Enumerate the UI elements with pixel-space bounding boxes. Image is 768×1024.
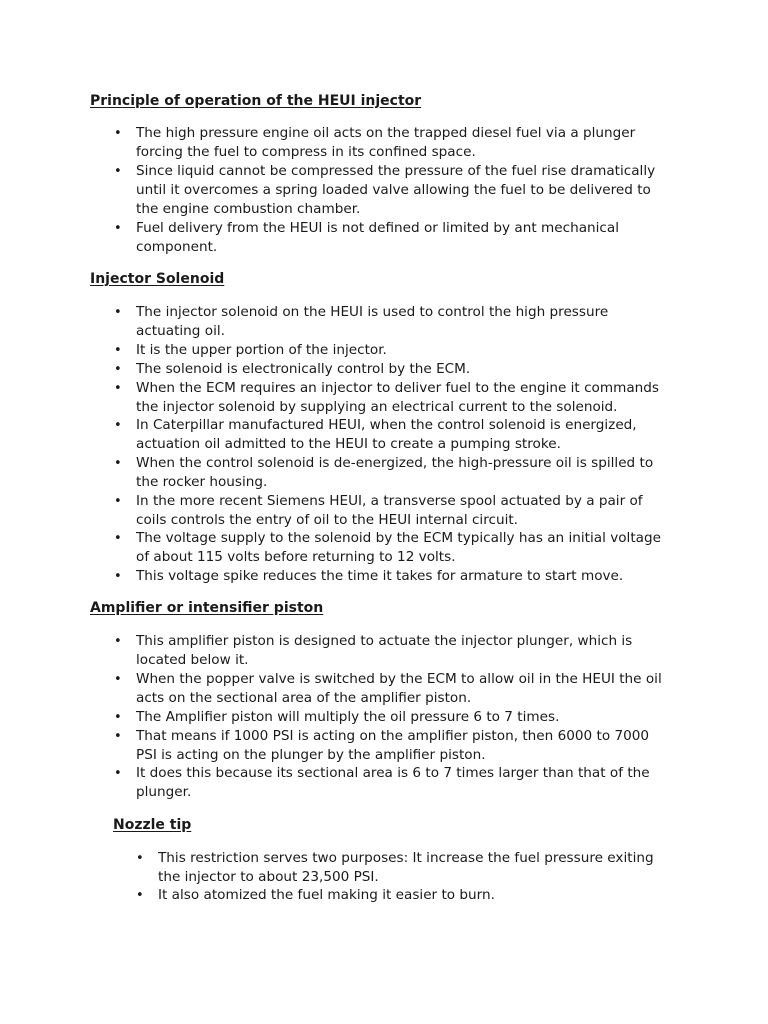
list-item	[114, 416, 696, 454]
list-item-line: The high pressure engine oil acts on the trapped diesel fuel via a plunger	[136, 125, 636, 141]
section-heading: Nozzle tip	[113, 817, 192, 833]
list-item-line: actuation oil admitted to the HEUI to create a pumping stroke.	[136, 436, 561, 452]
bullet-icon: •	[114, 164, 122, 179]
list-item	[114, 219, 696, 257]
list-item	[114, 454, 696, 492]
list-item-line: It is the upper portion of the injector.	[136, 342, 387, 358]
list-item	[114, 162, 696, 219]
list-item-line: In the more recent Siemens HEUI, a transverse spool actuated by a pair of	[136, 493, 643, 509]
list-item-line: Fuel delivery from the HEUI is not defined or limited by ant mechanical	[136, 220, 620, 236]
list-item-line: the injector to about 23,500 PSI.	[158, 869, 379, 885]
list-item	[114, 727, 696, 765]
list-item-line: coils controls the entry of oil to the HEUI internal circuit.	[136, 512, 519, 528]
bullet-icon: •	[114, 221, 122, 236]
bullet-icon: •	[114, 531, 122, 546]
bullet-icon: •	[114, 126, 122, 141]
bullet-icon: •	[114, 494, 122, 509]
bullet-icon: •	[114, 634, 122, 649]
list-item	[114, 303, 696, 341]
list-item-line: actuating oil.	[136, 323, 225, 339]
section-heading: Amplifier or intensifier piston	[90, 600, 324, 616]
list-item	[114, 567, 696, 586]
list-item	[114, 341, 696, 360]
bullet-icon: •	[114, 418, 122, 433]
list-item	[114, 764, 696, 802]
list-item-line: forcing the fuel to compress in its confined space.	[136, 144, 476, 160]
list-item-line: the rocker housing.	[136, 474, 268, 490]
list-item-line: until it overcomes a spring loaded valve allowing the fuel to be delivered to	[136, 182, 651, 198]
list-item-line: the injector solenoid by supplying an electrical current to the solenoid.	[136, 399, 618, 415]
bullet-icon: •	[136, 851, 144, 866]
list-item	[114, 708, 696, 727]
list-item-line: component.	[136, 239, 218, 255]
list-item-line: This voltage spike reduces the time it takes for armature to start move.	[136, 568, 624, 584]
list-item-line: the engine combustion chamber.	[136, 201, 361, 217]
list-item	[114, 492, 696, 530]
section-heading: Injector Solenoid	[90, 271, 225, 287]
bullet-icon: •	[114, 381, 122, 396]
list-item-line: The Amplifier piston will multiply the oil pressure 6 to 7 times.	[136, 709, 560, 725]
bullet-icon: •	[114, 569, 122, 584]
list-item-line: In Caterpillar manufactured HEUI, when the control solenoid is energized,	[136, 417, 637, 433]
list-item-line: The injector solenoid on the HEUI is used to control the high pressure	[136, 304, 609, 320]
section-heading: Principle of operation of the HEUI injector	[90, 93, 422, 109]
list-item	[136, 849, 718, 887]
list-item-line: located below it.	[136, 652, 249, 668]
list-item-line: When the control solenoid is de-energized, the high-pressure oil is spilled to	[136, 455, 654, 471]
list-item-line: This restriction serves two purposes: It increase the fuel pressure exiting	[158, 850, 654, 866]
list-item	[114, 670, 696, 708]
list-item-line: When the popper valve is switched by the ECM to allow oil in the HEUI the oil	[136, 671, 662, 687]
list-item-line: It also atomized the fuel making it easier to burn.	[158, 887, 495, 903]
list-item	[136, 886, 718, 905]
bullet-icon: •	[114, 362, 122, 377]
list-item	[114, 632, 696, 670]
list-item	[114, 379, 696, 417]
list-item-line: It does this because its sectional area is 6 to 7 times larger than that of the	[136, 765, 650, 781]
list-item-line: This amplifier piston is designed to actuate the injector plunger, which is	[136, 633, 633, 649]
list-item-line: acts on the sectional area of the amplifier piston.	[136, 690, 472, 706]
list-item-line: The voltage supply to the solenoid by the ECM typically has an initial voltage	[136, 530, 661, 546]
bullet-icon: •	[114, 343, 122, 358]
list-item-line: of about 115 volts before returning to 12 volts.	[136, 549, 456, 565]
list-item	[114, 360, 696, 379]
list-item	[114, 529, 696, 567]
bullet-icon: •	[114, 729, 122, 744]
list-item-line: plunger.	[136, 784, 192, 800]
bullet-icon: •	[114, 710, 122, 725]
list-item-line: Since liquid cannot be compressed the pressure of the fuel rise dramatically	[136, 163, 656, 179]
list-item-line: That means if 1000 PSI is acting on the amplifier piston, then 6000 to 7000	[136, 728, 650, 744]
bullet-icon: •	[114, 672, 122, 687]
list-item	[114, 124, 696, 162]
bullet-icon: •	[114, 766, 122, 781]
list-item-line: When the ECM requires an injector to deliver fuel to the engine it commands	[136, 380, 660, 396]
bullet-icon: •	[114, 305, 122, 320]
list-item-line: The solenoid is electronically control by the ECM.	[136, 361, 471, 377]
list-item-line: PSI is acting on the plunger by the amplifier piston.	[136, 747, 486, 763]
bullet-icon: •	[114, 456, 122, 471]
bullet-icon: •	[136, 888, 144, 903]
